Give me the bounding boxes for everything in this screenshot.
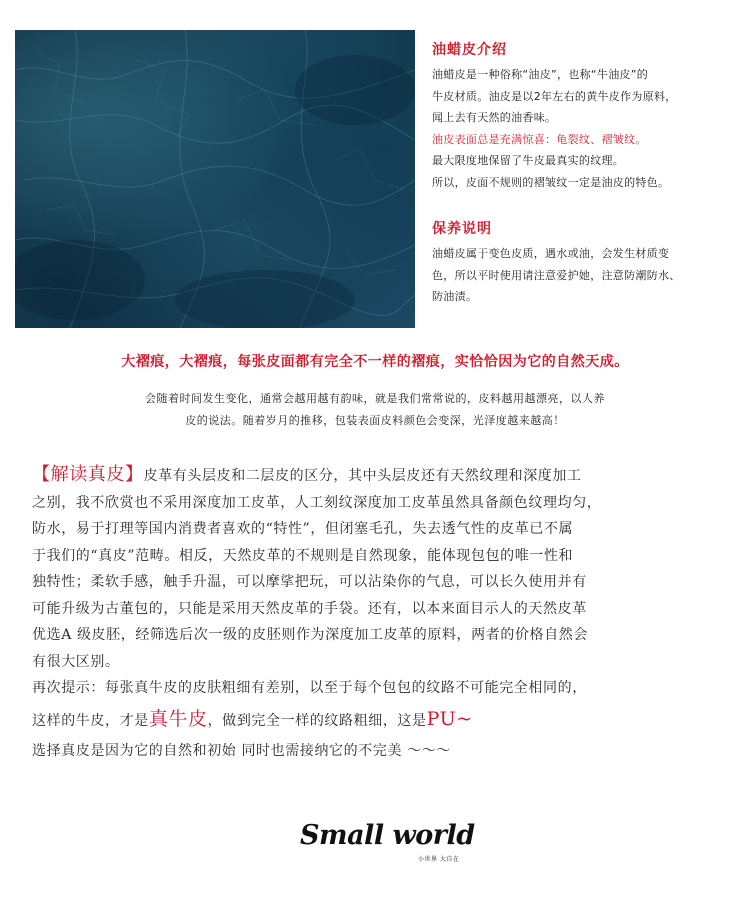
genuine-leather-article xyxy=(32,462,732,764)
wrinkle-headline: 大褶痕，大褶痕，每张皮面都有完全不一样的褶痕，实恰恰因为它的自然天成。 xyxy=(121,354,629,370)
article-line-text: 这样的牛皮，才是 xyxy=(32,712,149,729)
care-line: 色，所以平时使用请注意爱护她，注意防潮防水、 xyxy=(432,268,681,282)
logo-wordmark: Small world xyxy=(300,820,475,851)
logo-subtitle: 小世界 大自在 xyxy=(418,856,460,863)
leather-info-column xyxy=(432,40,737,308)
aging-line: 皮的说法。随着岁月的推移，包装表面皮料颜色会变深，光泽度越来越高！ xyxy=(185,414,565,427)
pu-highlight: PU~ xyxy=(426,707,473,730)
leather-crease-pattern xyxy=(15,30,415,328)
intro-line: 闻上去有天然的油香味。 xyxy=(432,111,557,124)
care-title: 保养说明 xyxy=(432,221,492,237)
article-line xyxy=(32,702,732,738)
aging-line: 会随着时间发生变化，通常会越用越有韵味，就是我们常常说的，皮料越用越漂亮，以人养 xyxy=(145,392,605,405)
aging-description xyxy=(0,388,750,432)
intro-title: 油蜡皮介绍 xyxy=(432,42,507,58)
article-line-text: 皮革有头层皮和二层皮的区分，其中头层皮还有天然纹理和深度加工 xyxy=(143,468,582,484)
intro-line: 最大限度地保留了牛皮最真实的纹理。 xyxy=(432,154,625,167)
article-line: 优选A 级皮胚，经筛选后次一级的皮胚则作为深度加工皮革的原料，两者的价格自然会 xyxy=(32,627,588,643)
leather-texture-image xyxy=(15,30,415,328)
article-line: 再次提示：每张真牛皮的皮肤粗细有差别，以至于每个包包的纹路不可能完全相同的， xyxy=(32,680,587,696)
genuine-leather-highlight: 真牛皮 xyxy=(148,707,208,730)
article-line: 选择真皮是因为它的自然和初始 同时也需接纳它的不完美 ～～～ xyxy=(32,742,451,759)
article-line: 有很大区别。 xyxy=(32,653,120,670)
article-line: 于我们的“真皮”范畴。相反，天然皮革的不规则是自然现象，能体现包包的唯一性和 xyxy=(32,547,574,564)
intro-line-highlight: 油皮表面总是充满惊喜：龟裂纹、褶皱纹。 xyxy=(432,132,647,146)
article-line: 防水，易于打理等国内消费者喜欢的“特性”，但闭塞毛孔，失去透气性的皮革已不属 xyxy=(32,521,574,537)
article-tag: 【解读真皮】 xyxy=(32,464,144,485)
intro-line: 所以，皮面不规则的褶皱纹一定是油皮的特色。 xyxy=(432,175,670,189)
article-line xyxy=(32,462,732,490)
intro-line: 牛皮材质。油皮是以2年左右的黄牛皮作为原料， xyxy=(432,89,677,103)
intro-line: 油蜡皮是一种俗称“油皮”，也称“牛油皮”的 xyxy=(432,68,649,81)
article-line: 可能升级为古董包的，只能是采用天然皮革的手袋。还有，以本来面目示人的天然皮革 xyxy=(32,600,587,617)
article-line: 独特性；柔软手感，触手升温，可以摩挲把玩，可以沾染你的气息，可以长久使用并有 xyxy=(32,574,587,590)
article-line: 之别，我不欣赏也不采用深度加工皮革，人工刻纹深度加工皮革虽然具备颜色纹理均匀， xyxy=(32,494,602,511)
article-line-text: ，做到完全一样的纹路粗细，这是 xyxy=(207,712,427,729)
care-line: 油蜡皮属于变色皮质，遇水或油，会发生材质变 xyxy=(432,247,670,260)
small-world-logo xyxy=(300,820,475,870)
care-line: 防油渍。 xyxy=(432,290,478,303)
